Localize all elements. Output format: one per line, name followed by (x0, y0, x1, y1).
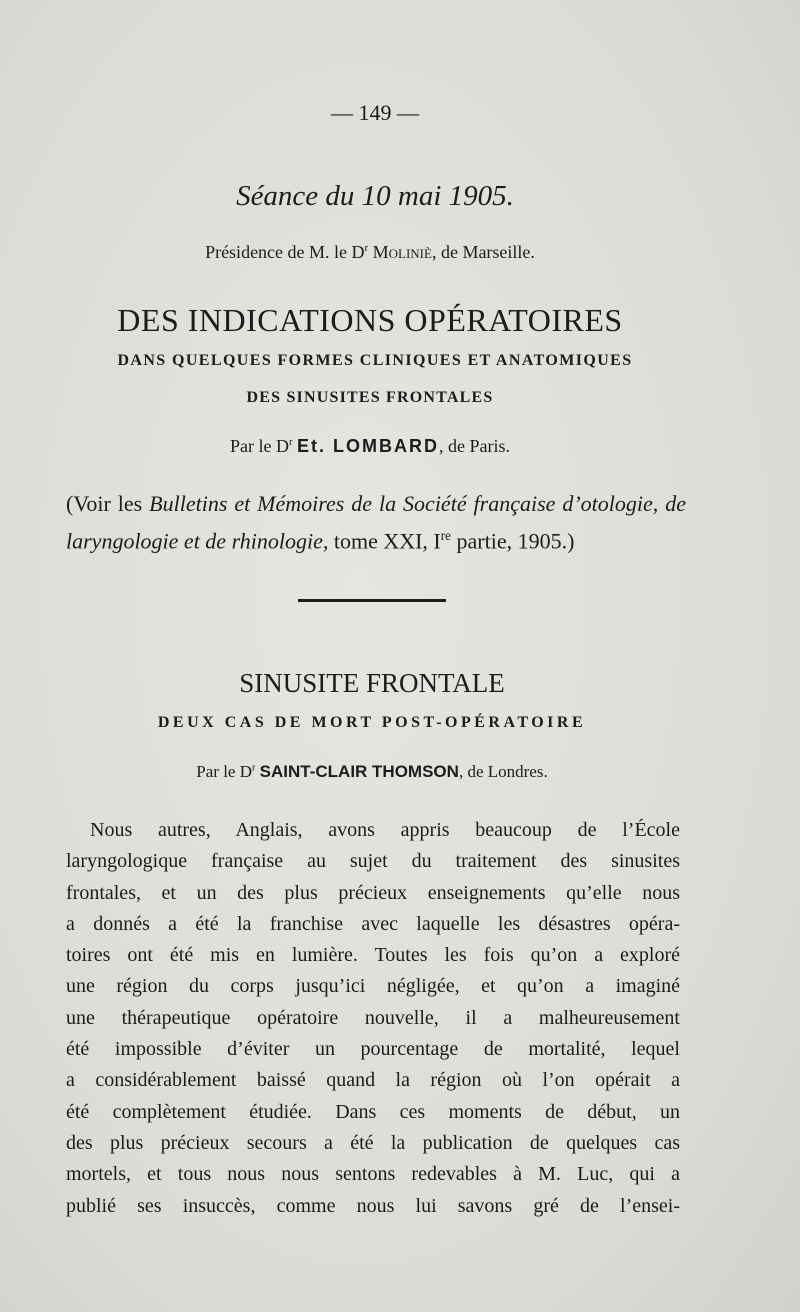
reference-text-3: partie, 1905.) (451, 528, 575, 554)
article1-author-sup: r (288, 436, 293, 448)
body-line: laryngologique française au sujet du traitement des sinusites (66, 850, 680, 873)
reference-text-1: (Voir les (66, 491, 150, 516)
body-line: mortels, et tous nous nous sentons redevables à M. Luc, qui a (66, 1163, 680, 1186)
presidence-line (0, 242, 740, 263)
article1-author (0, 436, 740, 457)
reference-journal: Bulletins et Mémoires de la Société française d’otologie, de laryngologie et de rhinologie, (66, 491, 687, 554)
session-date-heading: Séance du 10 mai 1905. (236, 180, 514, 212)
body-line: toires ont été mis en lumière. Toutes les fois qu’on a exploré (66, 944, 680, 967)
article2-author-suffix: , de Londres. (458, 762, 548, 781)
article2-body (66, 815, 680, 1222)
body-line: frontales, et un des plus précieux enseignements qu’elle nous (66, 881, 680, 904)
article1-author-name: Et. LOMBARD (297, 436, 440, 456)
article2-author (0, 762, 744, 782)
article2-author-prefix: Par le D (196, 762, 252, 781)
body-line: une région du corps jusqu’ici négligée, et qu’on a imaginé (66, 975, 680, 998)
body-line: une thérapeutique opératoire nouvelle, il a malheureusement (66, 1006, 680, 1029)
presidence-name: Moliniè (372, 242, 432, 262)
section-divider (298, 599, 446, 602)
presidence-prefix: Présidence de M. le D (205, 242, 365, 262)
presidence-suffix: , de Marseille. (431, 242, 535, 262)
presidence-sup: r (364, 242, 369, 254)
article1-author-suffix: , de Paris. (439, 436, 511, 456)
article1-title: DES INDICATIONS OPÉRATOIRES (117, 302, 623, 338)
page-number: — 149 — (331, 100, 419, 125)
reference-text-2: tome XXI, I (328, 528, 441, 554)
body-line: publié ses insuccès, comme nous lui savons gré de l’ensei- (66, 1194, 680, 1217)
reference-sup: re (440, 528, 452, 543)
article2-author-sup: r (252, 762, 256, 774)
body-line: des plus précieux secours a été la publication de quelques cas (66, 1131, 680, 1154)
article2-author-name: SAINT-CLAIR THOMSON (259, 762, 459, 781)
article1-subtitle-line1: DANS QUELQUES FORMES CLINIQUES ET ANATOMIQUES (117, 352, 633, 369)
body-line: été complètement étudiée. Dans ces moments de début, un (66, 1100, 680, 1123)
article1-reference (66, 488, 686, 557)
body-line: a donnés a été la franchise avec laquelle les désastres opéra- (66, 912, 680, 935)
article2-title: SINUSITE FRONTALE (239, 668, 505, 698)
article1-subtitle-line2: DES SINUSITES FRONTALES (246, 389, 494, 406)
article1-author-prefix: Par le D (229, 436, 289, 456)
article2-subtitle: DEUX CAS DE MORT POST-OPÉRATOIRE (157, 714, 587, 731)
body-line: a considérablement baissé quand la région où l’on opérait a (66, 1069, 680, 1092)
body-line: été impossible d’éviter un pourcentage de mortalité, lequel (66, 1038, 680, 1061)
body-line: Nous autres, Anglais, avons appris beaucoup de l’École (90, 819, 680, 841)
